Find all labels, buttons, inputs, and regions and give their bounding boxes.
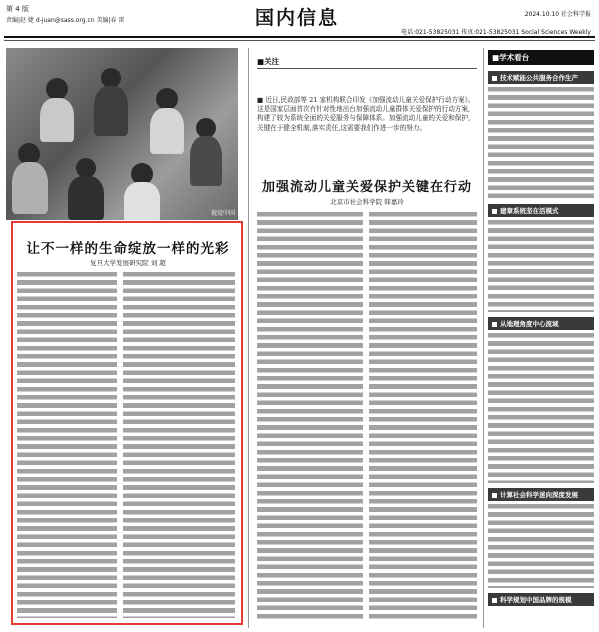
sidebar-item-2-body	[488, 333, 594, 483]
sidebar-item-0	[488, 71, 594, 84]
section-tag: ■关注	[257, 57, 280, 66]
sidebar-item-1	[488, 204, 594, 217]
left-article-body-col1	[17, 272, 117, 618]
center-article-byline: 北京市社会科学院 韩嘉玲	[330, 198, 404, 206]
square-bullet-icon	[492, 209, 497, 214]
sidebar-item-3-body	[488, 504, 594, 588]
children-photo	[6, 48, 238, 220]
square-bullet-icon	[492, 322, 497, 327]
sidebar-item-1-body	[488, 220, 594, 312]
sidebar-item-label: 建章系统坚在活模式	[500, 207, 559, 215]
photo-credit: 视觉中国	[210, 210, 235, 217]
section-rule	[257, 68, 477, 69]
sidebar-item-label: 科学规划中国品牌的规模	[500, 596, 572, 604]
page-number: 第 4 版	[6, 5, 29, 13]
date-paper: 2024.10.10 社会科学报	[524, 11, 591, 18]
sidebar-item-3	[488, 488, 594, 501]
sidebar-item-4	[488, 593, 594, 606]
page-masthead: 国内信息	[255, 7, 340, 29]
contact-line: 电话:021-53825031 传真:021-53825031 Social Sciences Weekly	[401, 29, 591, 36]
left-article-byline: 复旦大学发展研究院 刘 超	[90, 259, 166, 267]
left-article-title: 让不一样的生命绽放一样的光彩	[26, 241, 230, 257]
square-bullet-icon	[492, 493, 497, 498]
square-bullet-icon	[492, 598, 497, 603]
column-divider-1	[248, 48, 249, 628]
sidebar-item-0-body	[488, 87, 594, 199]
center-article-title: 加强流动儿童关爱保护关键在行动	[261, 180, 472, 195]
sidebar	[488, 50, 594, 606]
center-article-lead: ■ 近日,民政部等 21 家机构联合印发《加强流动儿童关爱保护行动方案》。这是国家层面首次有针对性地出台加强流动儿童群体关爱保护的行动方案,构建了较为系统全面的关爱服务与保障体系。加强流动儿童的关爱和保护,关键在于健全机制,落实责任,这需要我们作进一步的努力。	[257, 96, 475, 132]
sidebar-item-label: 从地理角度中心流域	[500, 320, 559, 328]
column-divider-2	[483, 48, 484, 628]
sidebar-item-label: 计算社会科学迷向深度发展	[500, 491, 578, 499]
left-article-body-col2	[123, 272, 235, 618]
sidebar-item-2	[488, 317, 594, 330]
header-rule	[4, 36, 595, 38]
header-rule-thin	[4, 40, 595, 41]
center-article-body-col2	[369, 212, 477, 622]
square-bullet-icon	[492, 76, 497, 81]
sidebar-heading: ■学术看台	[488, 50, 594, 65]
sidebar-item-label: 技术赋能公共服务合作生产	[500, 74, 578, 82]
center-article-body-col1	[257, 212, 363, 622]
editor-line: 责编|赵 婕 d-juan@sass.org.cn 美编|春 雷	[6, 17, 125, 24]
